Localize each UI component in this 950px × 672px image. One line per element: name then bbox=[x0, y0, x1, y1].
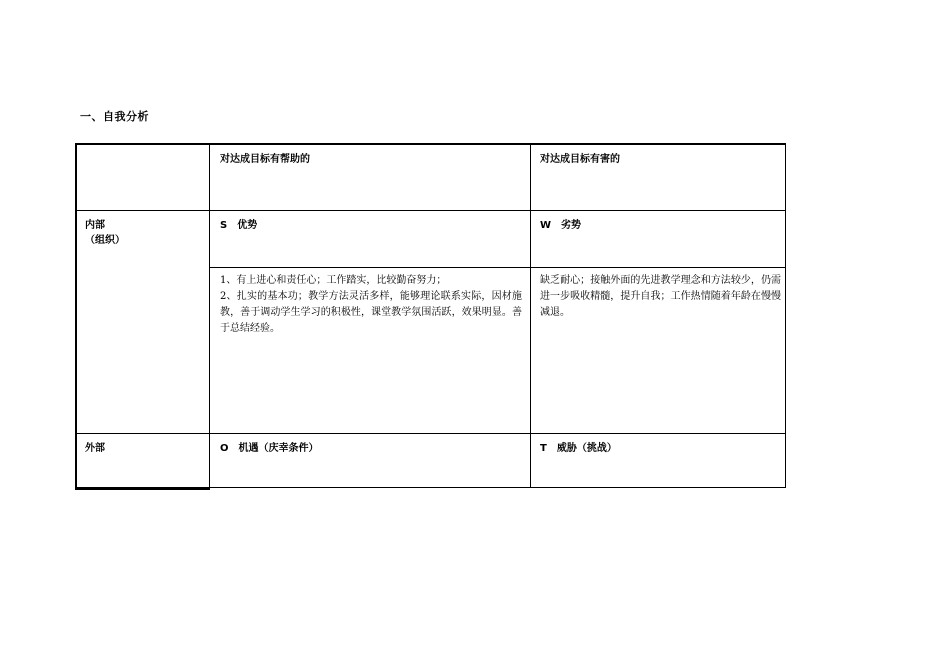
header-helpful: 对达成目标有帮助的 bbox=[220, 154, 310, 165]
header-harmful: 对达成目标有害的 bbox=[540, 154, 620, 165]
threats-title: T 威胁（挑战） bbox=[540, 443, 617, 454]
weaknesses-title: W 劣势 bbox=[540, 220, 582, 231]
row-divider-1 bbox=[77, 210, 785, 211]
column-divider-1 bbox=[209, 145, 210, 488]
column-divider-2 bbox=[530, 145, 531, 487]
row-divider-3 bbox=[77, 433, 785, 434]
weaknesses-content: 缺乏耐心；接触外面的先进教学理念和方法较少，仍需进一步吸收精髓，提升自我；工作热情随着年龄在慢慢减退。 bbox=[540, 275, 781, 318]
strengths-content: 1、有上进心和责任心；工作踏实，比较勤奋努力； 2、扎实的基本功；教学方法灵活多样，能够理论联系实际，因材施教，善于调动学生学习的积极性，课堂教学氛围活跃，效果明显。善于总结经验。 bbox=[220, 275, 522, 334]
table-bottom-left-border bbox=[75, 487, 210, 490]
swot-table bbox=[75, 143, 786, 488]
internal-label-line2: （组织） bbox=[85, 235, 125, 246]
external-label: 外部 bbox=[85, 443, 105, 454]
section-heading: 一、自我分析 bbox=[80, 110, 149, 123]
row-divider-2 bbox=[210, 267, 785, 268]
strengths-title: S 优势 bbox=[220, 220, 258, 231]
internal-label bbox=[85, 218, 125, 248]
opportunities-title: O 机遇（庆幸条件） bbox=[220, 443, 319, 454]
internal-label-line1: 内部 bbox=[85, 220, 105, 231]
